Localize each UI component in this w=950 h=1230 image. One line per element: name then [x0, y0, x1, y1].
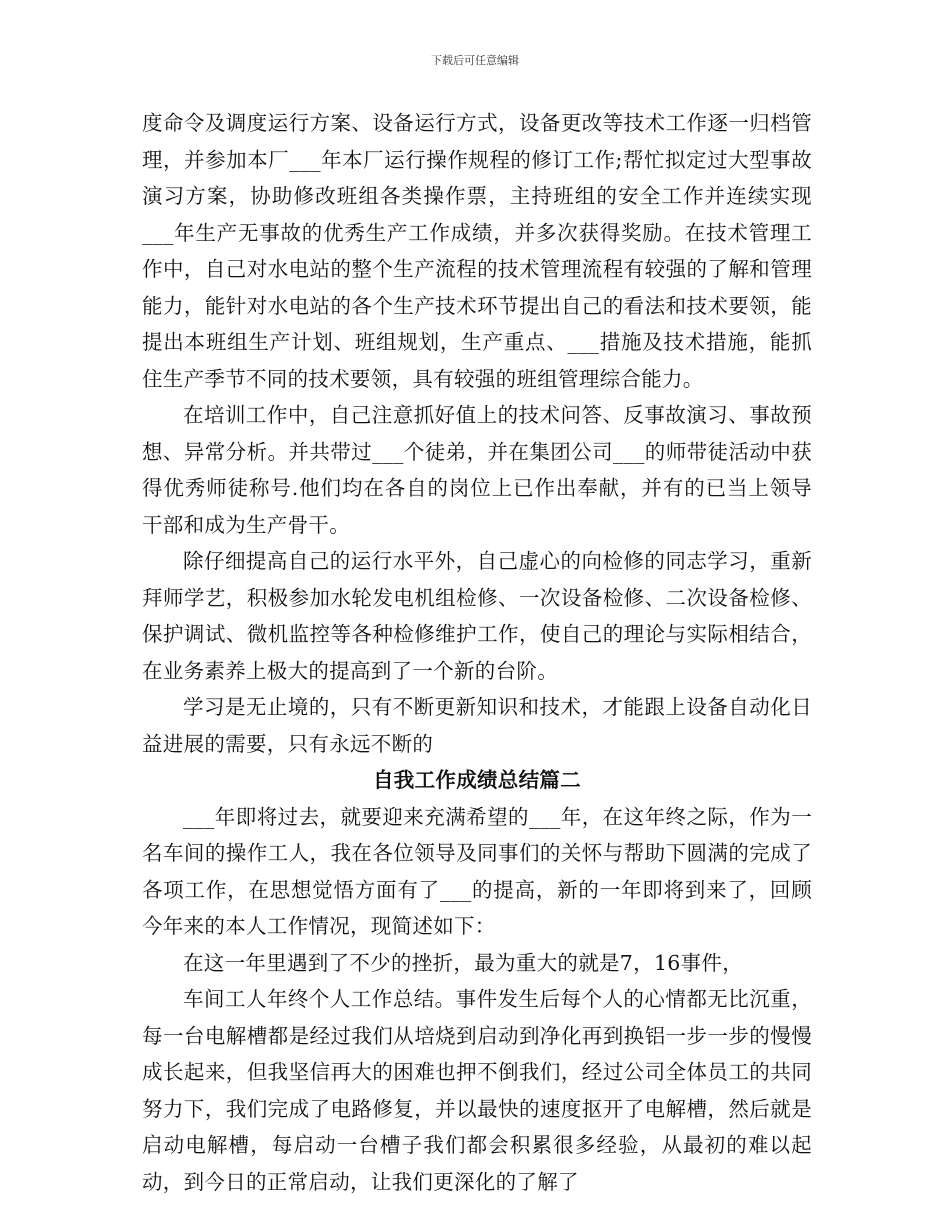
paragraph-6: 在这一年里遇到了不少的挫折，最为重大的就是7，16事件， — [183, 950, 744, 975]
paragraph-1: 度命令及调度运行方案、设备运行方式，设备更改等技术工作逐一归档管理，并参加本厂___年本厂运行操作规程的修订工作;帮忙拟定过大型事故演习方案，协助修改班组各类操作票，主持班组的安全工作并连续实现___年生产无事故的优秀生产工作成绩，并多次获得奖励。在技术管理工作中，自己对水电站的整个生产流程的技术管理流程有较强的了解和管理能力，能针对水电站的各个生产技术环节提出自己的看法和技术要领，能提出本班组生产计划、班组规划，生产重点、___措施及技术措施，能抓住生产季节不同的技术要领，具有较强的班组管理综合能力。 — [142, 111, 812, 391]
paragraph-2: 在培训工作中，自己注意抓好值上的技术问答、反事故演习、事故预想、异常分析。并共带过___个徒弟，并在集团公司___的师带徒活动中获得优秀师徒称号.他们均在各自的岗位上已作出奉献，并有的已当上领导干部和成为生产骨干。 — [142, 403, 812, 537]
paragraph-5: ___年即将过去，就要迎来充满希望的___年，在这年终之际，作为一名车间的操作工人，我在各位领导及同事们的关怀与帮助下圆满的完成了各项工作，在思想觉悟方面有了___的提高，新的一年即将到来了，回顾今年来的本人工作情况，现简述如下： — [142, 804, 812, 938]
paragraph-7: 车间工人年终个人工作总结。事件发生后每个人的心情都无比沉重，每一台电解槽都是经过我们从培烧到启动到净化再到换铝一步一步的慢慢成长起来，但我坚信再大的困难也押不倒我们，经过公司全体员工的共同努力下，我们完成了电路修复，并以最快的速度抠开了电解槽，然后就是启动电解槽，每启动一台槽子我们都会积累很多经验，从最初的难以起动，到今日的正常启动，让我们更深化的了解了 — [142, 987, 812, 1194]
paragraph-3: 除仔细提高自己的运行水平外，自己虚心的向检修的同志学习，重新拜师学艺，积极参加水轮发电机组检修、一次设备检修、二次设备检修、保护调试、微机监控等各种检修维护工作，使自己的理论与实际相结合，在业务素养上极大的提高到了一个新的台阶。 — [142, 549, 812, 683]
document-body — [142, 105, 812, 1200]
paragraph-4: 学习是无止境的，只有不断更新知识和技术，才能跟上设备自动化日益进展的需要，只有永远不断的 — [142, 695, 812, 756]
page-header: 下载后可任意编辑 — [431, 54, 519, 67]
section-title: 自我工作成绩总结篇二 — [373, 768, 581, 792]
